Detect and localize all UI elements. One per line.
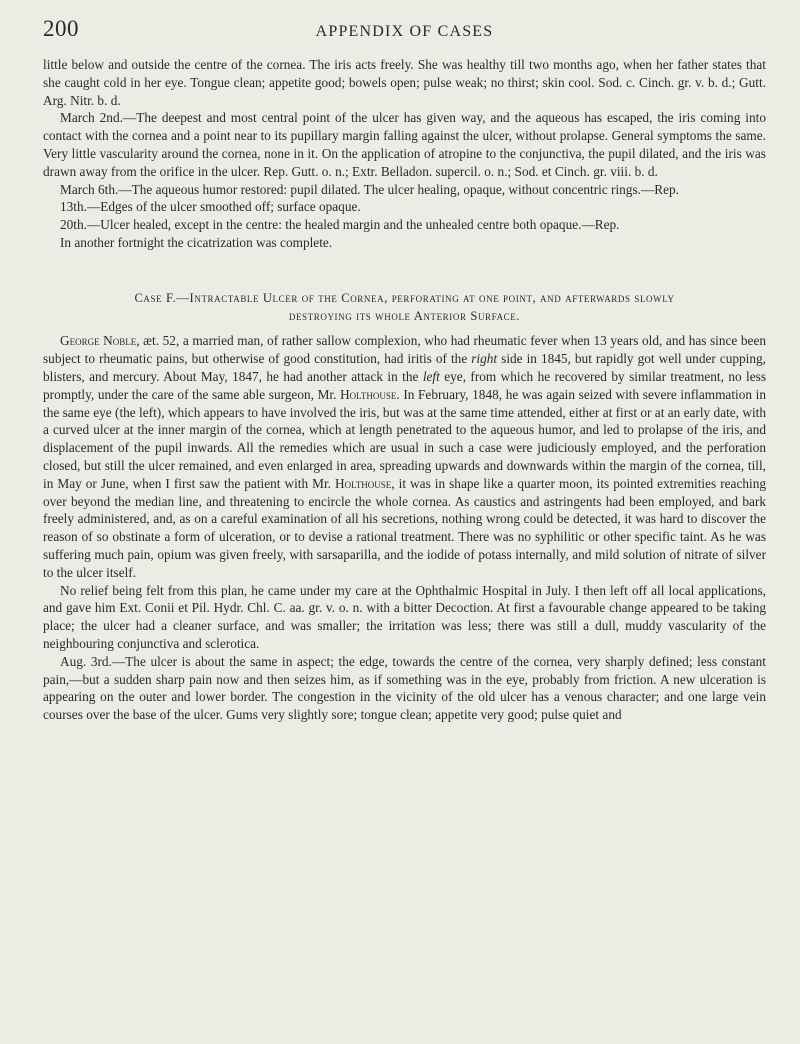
text-run: In February, 1848, he was again seized with severe inflammation in the same eye (the left), which appears to have involved the iris, but was at the same time attended, either at first or at an early date, with a curved ulcer at the inner margin of the cornea, which at length penetrated to the aqueous humor, and led to prolapse of the iris, and displacement of the pupil inwards. All the remedies which are usual in such a case were judiciously employed, and the perforation closed, but still the ulcer remained, and even enlarged in area, spreading upwards and downwards within the margin of the cornea, till, in May or June, when I first saw the patient with Mr.	[43, 386, 766, 491]
paragraph	[43, 332, 766, 581]
patient-name: George Noble,	[60, 333, 140, 349]
page-number: 200	[43, 16, 79, 41]
italic-run: left	[422, 368, 440, 384]
paragraph: 20th.—Ulcer healed, except in the centre: the healed margin and the unhealed centre both opaque.—Rep.	[60, 217, 620, 233]
case-heading	[43, 290, 766, 326]
paragraph: 13th.—Edges of the ulcer smoothed off; surface opaque.	[60, 199, 361, 215]
paragraph: No relief being felt from this plan, he came under my care at the Ophthalmic Hospital in July. I then left off all local applications, and gave him Ext. Conii et Pil. Hydr. Chl. C. aa. gr. v. o. n. with a bitter Decoction. At first a favourable change appeared to be taking place; the ulcer had a cleaner surface, and was smaller; the irritation was less; there was still a dull, muddy vascularity of the neighbouring conjunctiva and sclerotica.	[43, 582, 766, 651]
case-heading-line-1	[43, 290, 766, 308]
body-text	[43, 56, 766, 724]
text-run: side in 1845, but rapidly got well under cupping, blisters, and mercury. About May, 1847, he had another attack in the	[43, 351, 766, 384]
running-head: APPENDIX OF CASES	[315, 23, 494, 40]
case-title-line-2: destroying its whole Anterior Surface.	[288, 308, 521, 323]
case-label: Case F.	[134, 290, 177, 305]
paragraph: Aug. 3rd.—The ulcer is about the same in aspect; the edge, towards the centre of the cornea, very sharply defined; less constant pain,—but a sudden sharp pain now and then seizes him, as if something was in the eye, probably from friction. A new ulceration is appearing on the outer and lower border. The congestion in the vicinity of the old ulcer has a venous character; and one large vein courses over the base of the ulcer. Gums very slightly sore; tongue clean; appetite very good; pulse quiet and	[43, 653, 766, 723]
surgeon-name: Holthouse,	[335, 475, 395, 491]
paragraph: little below and outside the centre of the cornea. The iris acts freely. She was healthy till two months ago, when her father states that she caught cold in her eye. Tongue clean; appetite good; bowels open; pulse weak; no thirst; skin cool. Sod. c. Cinch. gr. v. b. d.; Gutt. Arg. Nitr. b. d.	[43, 57, 766, 108]
paragraph: In another fortnight the cicatrization was complete.	[60, 234, 333, 250]
paragraph: March 2nd.—The deepest and most central point of the ulcer has given way, and the aqueous has escaped, the iris coming into contact with the cornea and a point near to its pupillary margin falling against the ulcer, without prolapse. General symptoms the same. Very little vascularity around the cornea, none in it. On the application of atropine to the conjunctiva, the pupil dilated, and the iris was drawn away from the orifice in the ulcer. Rep. Gutt. o. n.; Extr. Belladon. supercil. o. n.; Sod. et Cinch. gr. viii. b. d.	[43, 110, 766, 179]
case-title-line-1: Intractable Ulcer of the Cornea, perforating at one point, and afterwards slowly	[189, 290, 675, 305]
case-dash: —	[176, 290, 190, 305]
section-spacer	[43, 252, 766, 290]
surgeon-name: Holthouse.	[340, 386, 400, 402]
text-run: it was in shape like a quarter moon, its pointed extremities reaching over beyond the median line, and threatening to encircle the whole cornea. As caustics and astringents had been employed, and bark freely administered, and, as on a careful examination of all his secretions, nothing wrong could be detected, it was hard to discover the reason of so obstinate a form of ulceration, or to devise a rational treatment. There was no syphilitic or other specific taint. As he was suffering much pain, opium was given freely, with sarsaparilla, and the iodide of potass internally, and mild solution of nitrate of silver to the ulcer itself.	[43, 475, 766, 580]
text-run: æt. 52, a married man, of rather sallow complexion, who had rheumatic fever when 13 years old, and has since been subject to rheumatic pains, but otherwise of good constitution, had iritis of the	[43, 333, 766, 367]
text-run: eye, from which he recovered by similar treatment, no less promptly, under the care of the same able surgeon, Mr.	[43, 368, 767, 402]
page-header	[43, 0, 766, 56]
italic-run: right	[471, 351, 498, 367]
paragraph: March 6th.—The aqueous humor restored: pupil dilated. The ulcer healing, opaque, without concentric rings.—Rep.	[60, 181, 679, 197]
